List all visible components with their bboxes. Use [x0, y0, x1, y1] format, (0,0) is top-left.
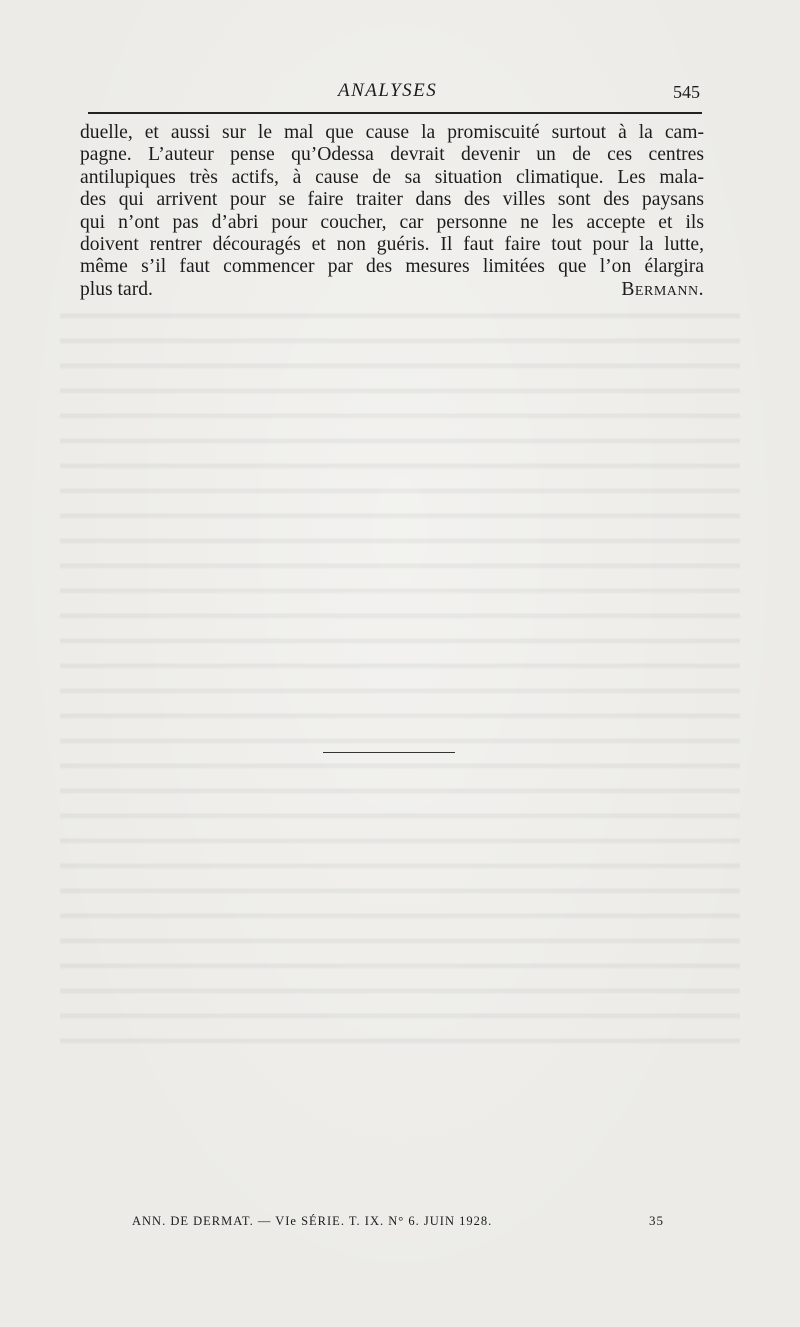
text-line: des qui arrivent pour se faire traiter dans des villes sont des paysans	[80, 189, 704, 211]
text-line: antilupiques très actifs, à cause de sa situation climatique. Les mala-	[80, 166, 704, 188]
article-text	[80, 122, 704, 301]
text-line: plus tard.	[80, 278, 153, 300]
sheet-number: 35	[649, 1213, 664, 1228]
page-number: 545	[673, 82, 700, 102]
text-line: même s’il faut commencer par des mesures limitées que l’on élargira	[80, 256, 704, 278]
bleed-through-texture	[60, 300, 740, 1060]
journal-reference: ANN. DE DERMAT. — VIe SÉRIE. T. IX. N° 6. JUIN 1928.	[132, 1214, 493, 1228]
running-header	[80, 78, 700, 112]
text-line: qui n’ont pas d’abri pour coucher, car personne ne les accepte et ils	[80, 211, 704, 233]
text-line: doivent rentrer découragés et non guéris. Il faut faire tout pour la lutte,	[80, 234, 704, 256]
section-title: ANALYSES	[338, 80, 438, 101]
text-line-last	[80, 279, 704, 301]
header-rule	[88, 112, 702, 114]
text-line: duelle, et aussi sur le mal que cause la promiscuité surtout à la cam-	[80, 122, 704, 143]
text-line: pagne. L’auteur pense qu’Odessa devrait devenir un de ces centres	[80, 144, 704, 166]
author-signature: Bermann.	[621, 278, 704, 300]
section-divider	[323, 752, 455, 753]
